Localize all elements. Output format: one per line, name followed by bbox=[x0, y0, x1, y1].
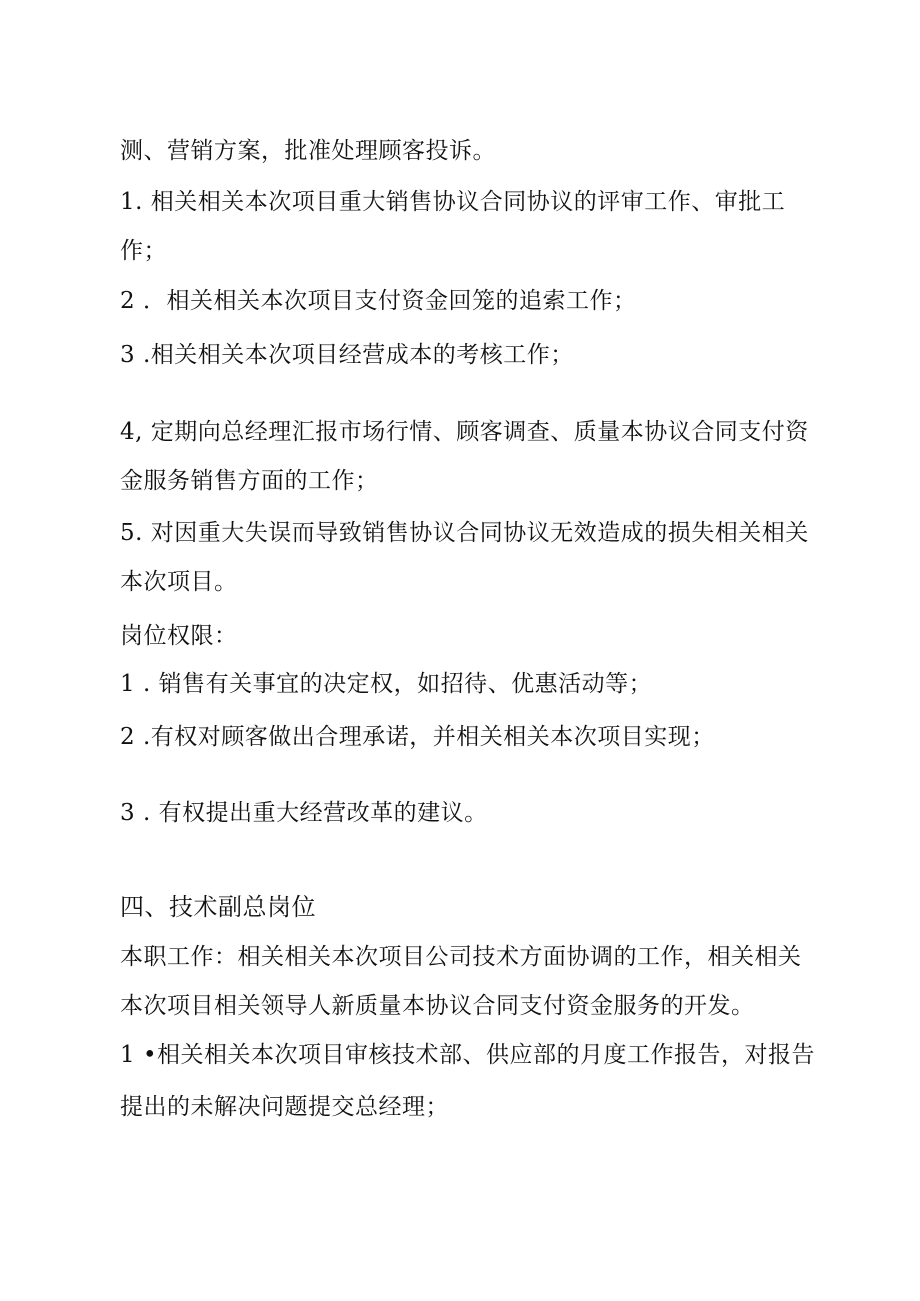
paragraph-line: 5. 对因重大失误而导致销售协议合同协议无效造成的损失相关相关 bbox=[120, 520, 809, 546]
paragraph-line: 1. 相关相关本次项目重大销售协议合同协议的评审工作、审批工 bbox=[120, 189, 786, 215]
paragraph-line: 1 . 销售有关事宜的决定权，如招待、优惠活动等； bbox=[120, 671, 653, 697]
paragraph-line: 3 . 有权提出重大经营改革的建议。 bbox=[120, 800, 488, 826]
section-heading: 四、技术副总岗位 bbox=[120, 893, 316, 921]
section-label: 岗位权限： bbox=[120, 623, 238, 649]
paragraph-line: 金服务销售方面的工作； bbox=[120, 468, 379, 494]
paragraph-line: 3 .相关相关本次项目经营成本的考核工作； bbox=[120, 342, 574, 368]
paragraph-line: 本次项目相关领导人新质量本协议合同支付资金服务的开发。 bbox=[120, 993, 755, 1019]
paragraph-line: 提出的未解决问题提交总经理； bbox=[120, 1094, 449, 1120]
paragraph-line: 2 .有权对顾客做出合理承诺，并相关相关本次项目实现； bbox=[120, 724, 715, 750]
paragraph-line: 1 •相关相关本次项目审核技术部、供应部的月度工作报告，对报告 bbox=[120, 1042, 816, 1068]
paragraph-line: 本职工作：相关相关本次项目公司技术方面协调的工作，相关相关 bbox=[120, 944, 802, 970]
paragraph-line: 测、营销方案，批准处理顾客投诉。 bbox=[120, 138, 496, 164]
paragraph-line: 本次项目。 bbox=[120, 569, 238, 595]
paragraph-line: 2 ．相关相关本次项目支付资金回笼的追索工作； bbox=[120, 288, 637, 314]
paragraph-line: 4, 定期向总经理汇报市场行情、顾客调查、质量本协议合同支付资 bbox=[120, 419, 809, 445]
paragraph-line: 作； bbox=[120, 238, 167, 264]
